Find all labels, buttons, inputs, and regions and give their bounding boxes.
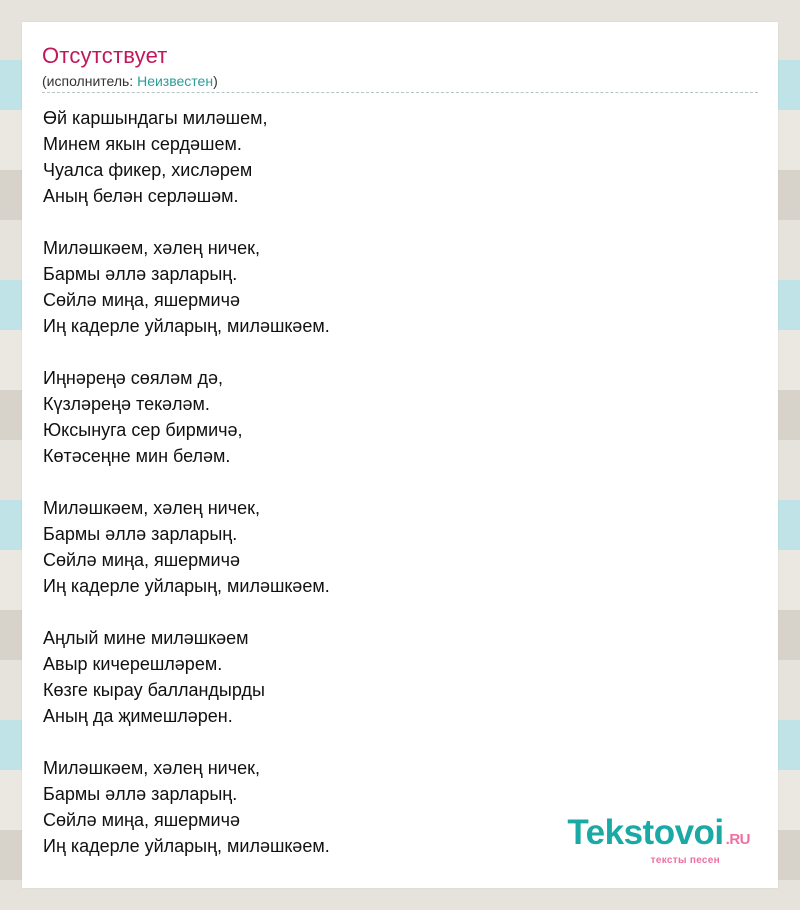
artist-suffix: ) bbox=[213, 73, 218, 89]
logo-suffix: .RU bbox=[725, 831, 750, 848]
lyric-line: Күзләреңә текәләм. bbox=[43, 394, 210, 414]
lyric-line: Миләшкәем, хәлең ничек, bbox=[43, 238, 261, 258]
stanza bbox=[43, 235, 330, 339]
logo-tagline: тексты песен bbox=[650, 855, 720, 866]
lyric-line: Сөйлә миңа, яшермичә bbox=[43, 290, 240, 310]
lyric-line: Аның да җимешләрен. bbox=[43, 706, 233, 726]
lyric-line: Миләшкәем, хәлең ничек, bbox=[43, 498, 261, 518]
lyric-line: Бармы әллә зарларың. bbox=[43, 264, 238, 284]
site-logo[interactable] bbox=[567, 815, 750, 866]
lyric-line: Көзге кырау балландырды bbox=[43, 680, 265, 700]
song-title: Отсутствует bbox=[42, 43, 168, 68]
lyric-line: Бармы әллә зарларың. bbox=[43, 524, 238, 544]
lyric-line: Иң кадерле уйларың, миләшкәем. bbox=[43, 836, 330, 856]
stanza bbox=[43, 625, 330, 729]
lyric-line: Юксынуга сер бирмичә, bbox=[43, 420, 243, 440]
lyric-line: Аның белән серләшәм. bbox=[43, 186, 239, 206]
lyrics-card bbox=[22, 22, 778, 888]
lyric-line: Иң кадерле уйларың, миләшкәем. bbox=[43, 576, 330, 596]
lyric-line: Миләшкәем, хәлең ничек, bbox=[43, 758, 261, 778]
stanza bbox=[43, 105, 330, 209]
lyric-line: Минем якын сердәшем. bbox=[43, 134, 242, 154]
logo-wordmark bbox=[567, 815, 750, 858]
divider bbox=[42, 92, 758, 93]
lyric-line: Чуалса фикер, хисләрем bbox=[43, 160, 253, 180]
lyric-line: Аңлый мине миләшкәем bbox=[43, 628, 249, 648]
logo-name: Tekstovoi bbox=[567, 813, 724, 852]
lyric-line: Көтәсеңне мин беләм. bbox=[43, 446, 231, 466]
lyric-line: Сөйлә миңа, яшермичә bbox=[43, 550, 240, 570]
lyric-line: Авыр кичерешләрем. bbox=[43, 654, 223, 674]
artist-prefix: (исполнитель: bbox=[42, 73, 138, 89]
lyric-line: Иң кадерле уйларың, миләшкәем. bbox=[43, 316, 330, 336]
stanza bbox=[43, 365, 330, 469]
artist-line bbox=[42, 73, 218, 89]
lyric-line: Сөйлә миңа, яшермичә bbox=[43, 810, 240, 830]
lyric-line: Иңнәреңә сөяләм дә, bbox=[43, 368, 223, 388]
artist-link[interactable]: Неизвестен bbox=[137, 73, 214, 89]
lyrics-body bbox=[43, 105, 330, 859]
stanza bbox=[43, 495, 330, 599]
stanza bbox=[43, 755, 330, 859]
lyric-line: Бармы әллә зарларың. bbox=[43, 784, 238, 804]
lyric-line: Өй каршындагы миләшем, bbox=[43, 108, 268, 128]
